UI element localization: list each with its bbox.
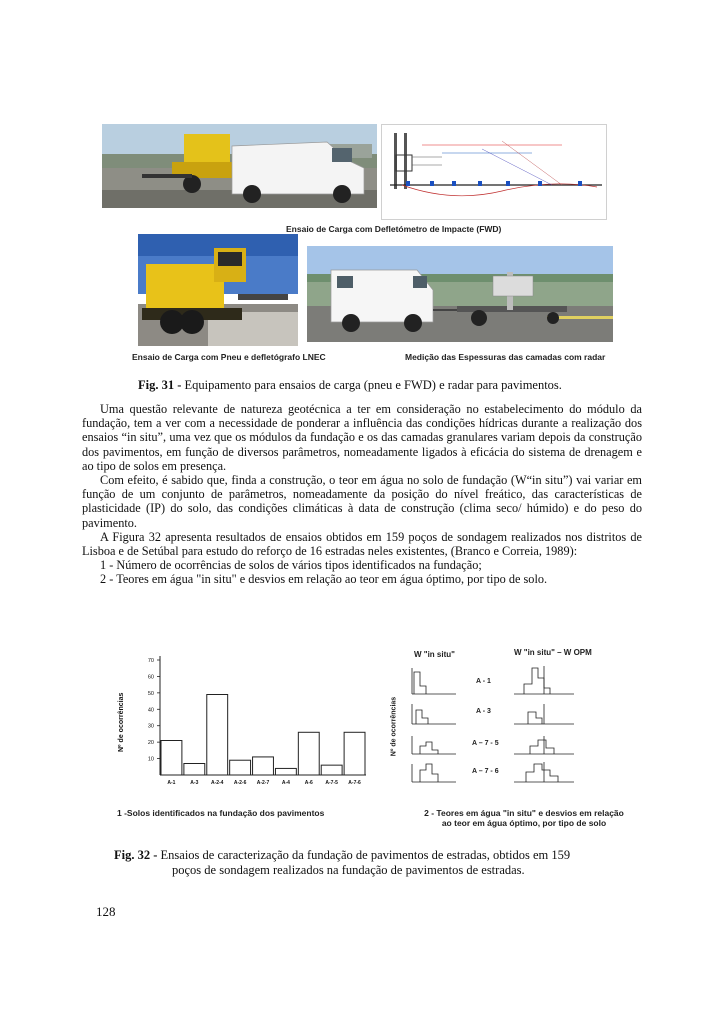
lnec-photo-caption: Ensaio de Carga com Pneu e defletógrafo LNEC xyxy=(132,352,326,362)
figure-32-text-line-1: Ensaios de caracterização da fundação de pavimentos de estradas, obtidos em 159 xyxy=(160,848,571,862)
chart-x-tick-labels xyxy=(167,780,361,786)
bar-a-1 xyxy=(161,741,182,776)
figure-31-label: Fig. 31 - xyxy=(138,378,182,392)
right-caption-line-1: 2 - Teores em água "in situ" e desvios em relação xyxy=(424,808,624,818)
list-item-2-number: 2 - xyxy=(100,572,114,587)
bar-a-2-4 xyxy=(207,695,228,776)
figure-32-text-line-2: poços de sondagem realizados na fundação de pavimentos de estradas. xyxy=(172,863,525,877)
figure-32-right-caption xyxy=(404,808,644,828)
bar-a-3 xyxy=(184,764,205,776)
radar-van-photo xyxy=(307,246,613,342)
y-tick-label: 20 xyxy=(147,740,154,747)
histogram-drawings xyxy=(384,648,624,798)
list-item-1-number: 1 - xyxy=(100,558,114,573)
paragraph-3: A Figura 32 apresenta resultados de ensaios obtidos em 159 poços de sondagem realizados nos distritos de Lisboa e de Setúbal para estudo do reforço de 16 estradas neles existentes, (Branco e Correia, 1989): xyxy=(82,529,642,559)
row-label-a3: A - 3 xyxy=(476,708,491,715)
histogram-header-w-in-situ: W "in situ" xyxy=(414,650,455,659)
x-tick-label: A-2-7 xyxy=(256,780,270,786)
body-text xyxy=(82,402,642,587)
list-item-1 xyxy=(82,558,642,572)
fwd-schematic-diagram xyxy=(381,124,607,220)
fwd-van-photo xyxy=(102,124,377,208)
histogram-y-axis-label: Nº de ocorrências xyxy=(390,696,398,757)
bar-a-2-7 xyxy=(253,757,274,775)
paragraph-2: Com efeito, é sabido que, finda a construção, o teor em água no solo de fundação (W“in situ”) vai variar em função de um conjunto de parâmetros, nomeadamente da posição do nível freático, das características de plasticidade (IP) do solo, das condições climáticas à data de construção (clima seco/ húmido) e do peso do pavimento. xyxy=(82,473,642,530)
soil-occurrence-bar-chart xyxy=(110,650,370,800)
paragraph-1: Uma questão relevante de natureza geotécnica a ter em consideração no estabelecimento do módulo da fundação, tem a ver com a necessidade de ponderar a influência das condições hídricas durante a realização dos ensaios “in situ”, uma vez que os módulos da fundação e os das camadas granulares variam depois da construção dos pavimentos, em função de diversos parâmetros, nomeadamente ligados à eficácia do sistema de drenagem e ao tipo de solos em presença. xyxy=(82,402,642,473)
histogram-header-w-deviation: W "in situ" – W OPM xyxy=(514,648,592,657)
moisture-histograms-panel xyxy=(384,648,624,798)
chart-y-tick-labels xyxy=(148,658,160,763)
y-tick-label: 30 xyxy=(147,723,154,730)
x-tick-label: A-1 xyxy=(167,780,176,786)
row-label-a1: A - 1 xyxy=(476,678,491,685)
row-label-a76: A – 7 - 6 xyxy=(472,768,499,775)
figure-32-caption xyxy=(114,848,614,878)
x-tick-label: A-7-6 xyxy=(348,780,361,786)
right-caption-line-2: ao teor em água óptimo, por tipo de solo xyxy=(441,818,607,828)
y-tick-label: 50 xyxy=(147,690,154,697)
x-tick-label: A-2-6 xyxy=(233,780,247,786)
y-tick-label: 60 xyxy=(147,674,154,681)
y-tick-label: 40 xyxy=(147,707,154,714)
list-item-2-text: Teores em água "in situ" e desvios em relação ao teor em água óptimo, por tipo de solo. xyxy=(116,572,548,587)
bar-a-6 xyxy=(298,732,319,775)
radar-photo-caption: Medição das Espessuras das camadas com radar xyxy=(405,352,606,362)
figure-31-caption xyxy=(138,378,658,393)
figure-32-left-caption: 1 -Solos identificados na fundação dos pavimentos xyxy=(117,808,325,818)
x-tick-label: A-4 xyxy=(281,780,290,786)
chart-bars xyxy=(161,695,365,776)
x-tick-label: A-2-4 xyxy=(210,780,224,786)
bar-a-4 xyxy=(275,768,296,775)
list-item-1-text: Número de ocorrências de solos de vários tipos identificados na fundação; xyxy=(116,558,482,573)
truck-photo xyxy=(138,234,298,346)
figure-32-label: Fig. 32 - xyxy=(114,848,158,862)
x-tick-label: A-3 xyxy=(190,780,199,786)
y-tick-label: 10 xyxy=(147,756,154,763)
bar-a-7-5 xyxy=(321,765,342,775)
figure-31-text: Equipamento para ensaios de carga (pneu e FWD) e radar para pavimentos. xyxy=(184,378,562,392)
bar-a-7-6 xyxy=(344,732,365,775)
chart-y-axis-label: Nº de ocorrências xyxy=(118,692,125,752)
x-tick-label: A-6 xyxy=(304,780,313,786)
row-label-a75: A – 7 - 5 xyxy=(472,740,499,747)
x-tick-label: A-7-5 xyxy=(325,780,338,786)
bar-a-2-6 xyxy=(230,760,251,775)
list-item-2 xyxy=(82,572,642,586)
fwd-photo-caption: Ensaio de Carga com Defletómetro de Impacte (FWD) xyxy=(286,224,502,234)
y-tick-label: 70 xyxy=(147,658,154,664)
page-number: 128 xyxy=(96,904,116,919)
